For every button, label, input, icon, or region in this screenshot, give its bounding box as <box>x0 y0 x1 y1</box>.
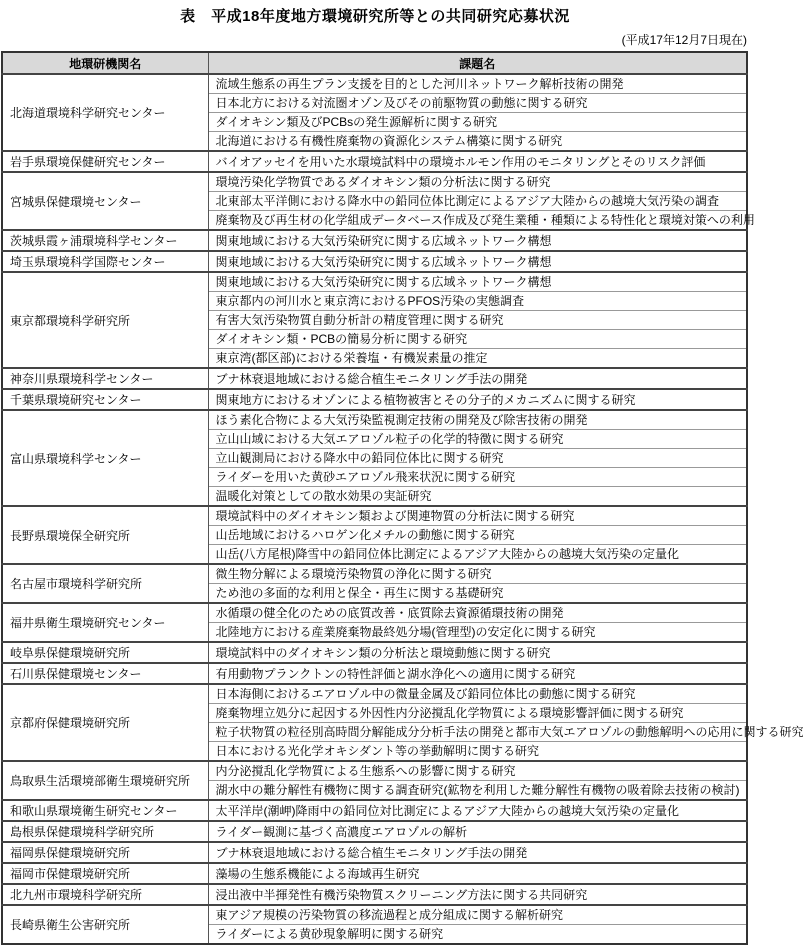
institution-group <box>2 151 747 172</box>
institution-name-cell: 鳥取県生活環境部衛生環境研究所 <box>2 761 208 800</box>
table-row <box>2 800 747 821</box>
table-row <box>2 821 747 842</box>
institution-name-cell: 北九州市環境科学研究所 <box>2 884 208 905</box>
institution-name-cell: 京都府保健環境研究所 <box>2 684 208 761</box>
page-title: 表 平成18年度地方環境研究所等との共同研究応募状況 <box>180 8 570 25</box>
table-row <box>2 172 747 192</box>
topic-cell: 流域生態系の再生プラン支援を目的とした河川ネットワーク解析技術の開発 <box>215 77 624 91</box>
institution-group <box>2 842 747 863</box>
institution-group <box>2 506 747 564</box>
institution-group <box>2 410 747 506</box>
table-row <box>2 151 747 172</box>
topic-cell: 浸出液中半揮発性有機汚染物質スクリーニング方法に関する共同研究 <box>215 887 588 902</box>
institution-name-cell: 東京都環境科学研究所 <box>2 272 208 368</box>
institution-group <box>2 863 747 884</box>
topic-cell: ほう素化合物による大気汚染監視測定技術の開発及び除害技術の開発 <box>215 413 588 427</box>
table-row <box>2 564 747 584</box>
institution-group <box>2 603 747 642</box>
table-row <box>2 863 747 884</box>
institution-name-cell: 福岡市保健環境研究所 <box>2 863 208 884</box>
table-row <box>2 74 747 94</box>
table-row <box>2 761 747 781</box>
topic-cell: 環境試料中のダイオキシン類の分析法と環境動態に関する研究 <box>215 645 551 660</box>
table-row <box>2 663 747 684</box>
topic-cell: 日本海側におけるエアロゾル中の微量金属及び鉛同位体比の動態に関する研究 <box>215 687 636 701</box>
table-row <box>2 506 747 526</box>
institution-name-cell: 福岡県保健環境研究所 <box>2 842 208 863</box>
table-row <box>2 389 747 410</box>
table-row <box>2 684 747 704</box>
institution-group <box>2 74 747 151</box>
topic-cell: ライダー観測に基づく高濃度エアロゾルの解析 <box>215 824 468 839</box>
topic-cell: ライダーを用いた黄砂エアロゾル飛来状況に関する研究 <box>208 468 747 487</box>
topic-cell: 藻場の生態系機能による海域再生研究 <box>215 866 420 881</box>
topic-cell: 環境試料中のダイオキシン類および関連物質の分析法に関する研究 <box>215 509 575 523</box>
header-institution-name: 地環研機関名 <box>2 52 208 74</box>
topic-cell: 北海道における有機性廃棄物の資源化システム構築に関する研究 <box>208 132 747 152</box>
institution-group <box>2 761 747 800</box>
topic-cell: 関東地域における大気汚染研究に関する広域ネットワーク構想 <box>215 254 552 269</box>
table-row <box>2 251 747 272</box>
table-row <box>2 884 747 905</box>
date-note: (平成17年12月7日現在) <box>621 33 747 47</box>
institution-name-cell: 神奈川県環境科学センター <box>2 368 208 389</box>
table-row <box>2 410 747 430</box>
institution-group <box>2 642 747 663</box>
topic-cell: 東京都内の河川水と東京湾におけるPFOS汚染の実態調査 <box>208 292 747 311</box>
topic-cell: 微生物分解による環境汚染物質の浄化に関する研究 <box>215 567 492 581</box>
topic-cell: ブナ林衰退地域における総合植生モニタリング手法の開発 <box>215 845 528 860</box>
institution-name-cell: 名古屋市環境科学研究所 <box>2 564 208 603</box>
institution-group <box>2 905 747 944</box>
topic-cell: ため池の多面的な利用と保全・再生に関する基礎研究 <box>208 584 747 604</box>
topic-cell: 廃棄物及び再生材の化学組成データベース作成及び発生業種・種類による特性化と環境対策への利用 <box>208 211 747 231</box>
institution-name-cell: 北海道環境科学研究センター <box>2 74 208 151</box>
institution-name-cell: 富山県環境科学センター <box>2 410 208 506</box>
topic-cell: ライダーによる黄砂現象解明に関する研究 <box>208 925 747 945</box>
institution-group <box>2 230 747 251</box>
topic-cell: 太平洋岸(潮岬)降雨中の鉛同位対比測定によるアジア大陸からの越境大気汚染の定量化 <box>215 803 680 818</box>
topic-cell: 日本における光化学オキシダント等の挙動解明に関する研究 <box>208 742 747 762</box>
institution-name-cell: 宮城県保健環境センター <box>2 172 208 230</box>
institution-group <box>2 684 804 761</box>
institution-group <box>2 251 747 272</box>
topic-cell: 温暖化対策としての散水効果の実証研究 <box>208 487 747 507</box>
table-row <box>2 642 747 663</box>
topic-cell: 山岳(八方尾根)降雪中の鉛同位体比測定によるアジア大陸からの越境大気汚染の定量化 <box>208 545 747 565</box>
topic-cell: ダイオキシン類・PCBの簡易分析に関する研究 <box>208 330 747 349</box>
institution-group <box>2 172 755 230</box>
institution-name-cell: 福井県衛生環境研究センター <box>2 603 208 642</box>
table-header-row <box>2 52 747 74</box>
institution-name-cell: 岐阜県保健環境研究所 <box>2 642 208 663</box>
topic-cell: 水循環の健全化のための底質改善・底質除去資源循環技術の開発 <box>215 606 564 620</box>
table-header <box>2 52 747 74</box>
table-row <box>2 368 747 389</box>
topic-cell: 山岳地域におけるハロゲン化メチルの動態に関する研究 <box>208 526 747 545</box>
topic-cell: 内分泌撹乱化学物質による生態系への影響に関する研究 <box>215 764 516 778</box>
topic-cell: 廃棄物埋立処分に起因する外因性内分泌撹乱化学物質による環境影響評価に関する研究 <box>208 704 747 723</box>
institution-name-cell: 和歌山県環境衛生研究センター <box>2 800 208 821</box>
topic-cell: 有害大気汚染物質自動分析計の精度管理に関する研究 <box>208 311 747 330</box>
topic-cell: 関東地方におけるオゾンによる植物被害とその分子的メカニズムに関する研究 <box>215 392 636 407</box>
topic-cell: 東京湾(都区部)における栄養塩・有機炭素量の推定 <box>208 349 747 369</box>
institution-name-cell: 茨城県霞ヶ浦環境科学センター <box>2 230 208 251</box>
topic-cell: 環境汚染化学物質であるダイオキシン類の分析法に関する研究 <box>215 175 551 189</box>
topic-cell: 粒子状物質の粒径別高時間分解能成分分析手法の開発と都市大気エアロゾルの動態解明への応用に関する研究 <box>208 723 747 742</box>
table-row <box>2 905 747 925</box>
institution-group <box>2 884 747 905</box>
table-row <box>2 272 747 292</box>
institution-group <box>2 272 747 368</box>
table-row <box>2 603 747 623</box>
topic-cell: 関東地域における大気汚染研究に関する広域ネットワーク構想 <box>215 275 552 289</box>
topic-cell: 有用動物プランクトンの特性評価と湖水浄化への適用に関する研究 <box>215 666 576 681</box>
institution-group <box>2 821 747 842</box>
topic-cell: 日本北方における対流圏オゾン及びその前駆物質の動態に関する研究 <box>208 94 747 113</box>
institution-group <box>2 800 747 821</box>
header-topic-name: 課題名 <box>208 52 747 74</box>
table-row <box>2 842 747 863</box>
topic-cell: ブナ林衰退地域における総合植生モニタリング手法の開発 <box>215 371 528 386</box>
topic-cell: 北陸地方における産業廃棄物最終処分場(管理型)の安定化に関する研究 <box>208 623 747 643</box>
institution-group <box>2 564 747 603</box>
topic-cell: 湖水中の難分解性有機物に関する調査研究(鉱物を利用した難分解性有機物の吸着除去技術の検討) <box>208 781 747 801</box>
institution-group <box>2 389 747 410</box>
topic-cell: 関東地域における大気汚染研究に関する広域ネットワーク構想 <box>215 233 552 248</box>
research-table <box>1 51 804 945</box>
topic-cell: 東アジア規模の汚染物質の移流過程と成分組成に関する解析研究 <box>215 908 564 922</box>
institution-name-cell: 石川県保健環境センター <box>2 663 208 684</box>
topic-cell: 立山山域における大気エアロゾル粒子の化学的特徴に関する研究 <box>208 430 747 449</box>
topic-cell: 北東部太平洋側における降水中の鉛同位体比測定によるアジア大陸からの越境大気汚染の調査 <box>208 192 747 211</box>
institution-name-cell: 千葉県環境研究センター <box>2 389 208 410</box>
institution-name-cell: 岩手県環境保健研究センター <box>2 151 208 172</box>
topic-cell: バイオアッセイを用いた水環境試料中の環境ホルモン作用のモニタリングとそのリスク評価 <box>215 154 706 169</box>
topic-cell: ダイオキシン類及びPCBsの発生源解析に関する研究 <box>208 113 747 132</box>
institution-name-cell: 埼玉県環境科学国際センター <box>2 251 208 272</box>
institution-name-cell: 長野県環境保全研究所 <box>2 506 208 564</box>
institution-group <box>2 368 747 389</box>
institution-group <box>2 663 747 684</box>
institution-name-cell: 島根県保健環境科学研究所 <box>2 821 208 842</box>
institution-name-cell: 長崎県衛生公害研究所 <box>2 905 208 944</box>
table-row <box>2 230 747 251</box>
topic-cell: 立山観測局における降水中の鉛同位体比に関する研究 <box>208 449 747 468</box>
